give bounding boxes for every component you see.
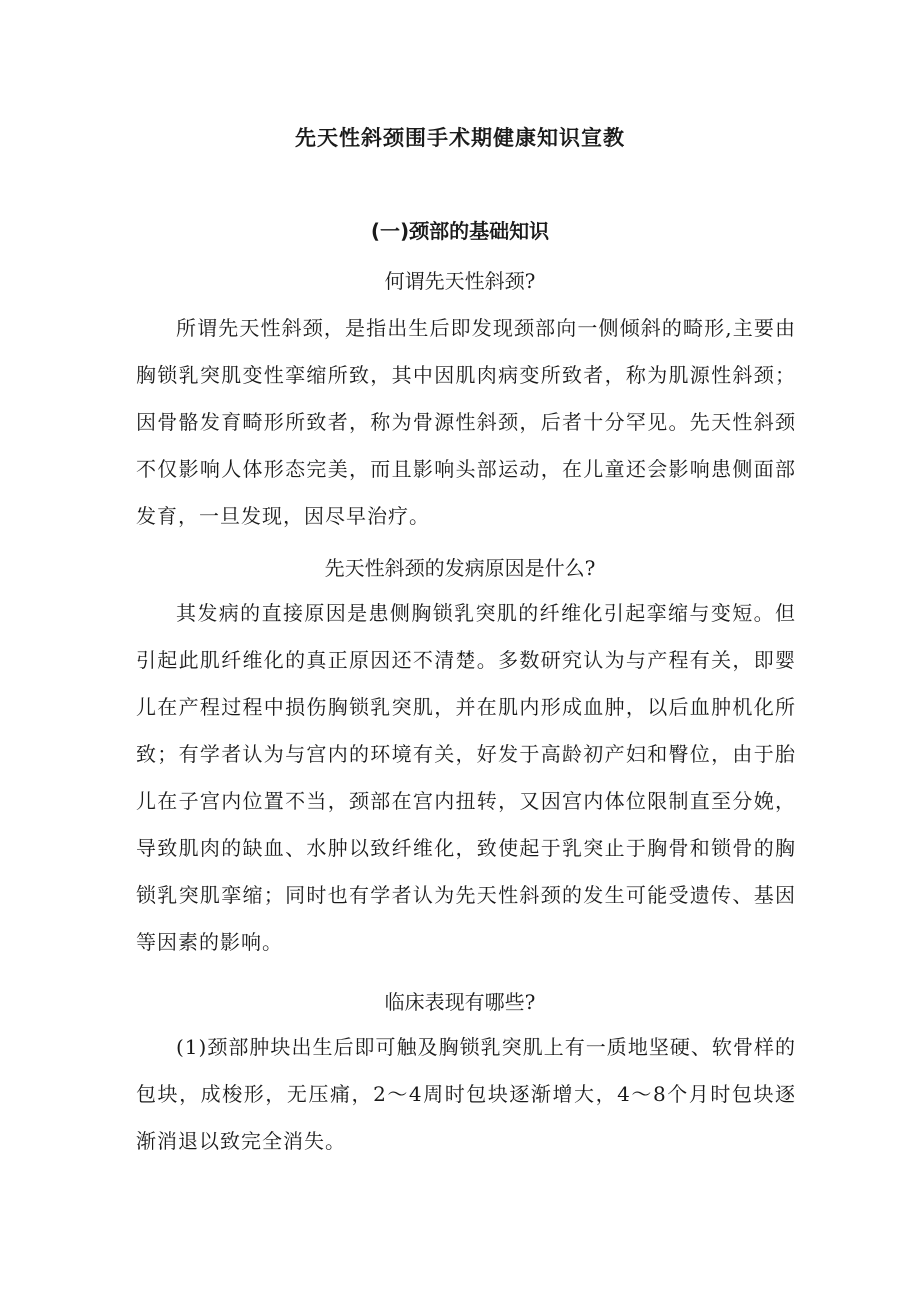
question-heading: 临床表现有哪些? bbox=[384, 990, 536, 1014]
paragraph: (1)颈部肿块出生后即可触及胸锁乳突肌上有一质地坚硬、软骨样的包块，成梭形，无压痛，2～4周时包块逐渐增大，4～8个月时包块逐渐消退以致完全消失。 bbox=[136, 1035, 796, 1153]
paragraph: 所谓先天性斜颈，是指出生后即发现颈部向一侧倾斜的畸形,主要由胸锁乳突肌变性挛缩所致，其中因肌肉病变所致者，称为肌源性斜颈；因骨骼发育畸形所致者，称为骨源性斜颈，后者十分罕见。先天性斜颈不仅影响人体形态完美，而且影响头部运动，在儿童还会影响患侧面部发育，一旦发现，因尽早治疗。 bbox=[136, 316, 796, 528]
question-heading: 先天性斜颈的发病原因是什么? bbox=[324, 556, 596, 580]
document-title: 先天性斜颈围手术期健康知识宣教 bbox=[295, 126, 625, 150]
question-heading: 何谓先天性斜颈? bbox=[384, 269, 536, 293]
section-heading: (一)颈部的基础知识 bbox=[370, 219, 550, 243]
paragraph: 其发病的直接原因是患侧胸锁乳突肌的纤维化引起挛缩与变短。但引起此肌纤维化的真正原因还不清楚。多数研究认为与产程有关，即婴儿在产程过程中损伤胸锁乳突肌，并在肌内形成血肿，以后血肿机化所致；有学者认为与宫内的环境有关，好发于高龄初产妇和臀位，由于胎儿在子宫内位置不当，颈部在宫内扭转，又因宫内体位限制直至分娩，导致肌肉的缺血、水肿以致纤维化，致使起于乳突止于胸骨和锁骨的胸锁乳突肌挛缩；同时也有学者认为先天性斜颈的发生可能受遗传、基因等因素的影响。 bbox=[136, 601, 796, 954]
